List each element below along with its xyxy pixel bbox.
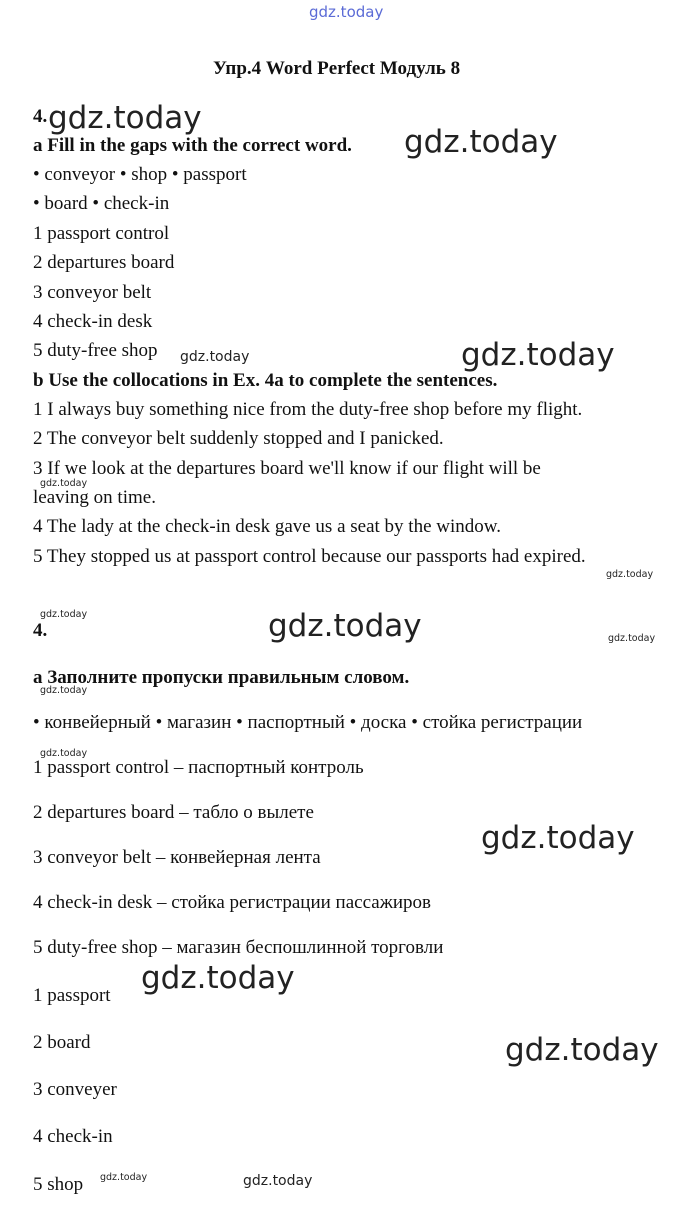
answer-ru-4: 4 check-in [33, 1126, 113, 1147]
watermark: gdz.today [461, 337, 615, 373]
translation-3: 3 conveyor belt – конвейерная лента [33, 847, 321, 868]
answer-b-4: 4 The lady at the check-in desk gave us a seat by the window. [33, 516, 501, 537]
answer-a-3: 3 conveyor belt [33, 282, 152, 303]
answer-b-2: 2 The conveyor belt suddenly stopped and I panicked. [33, 428, 444, 449]
exercise-number-ru: 4. [33, 620, 48, 641]
watermark: gdz.today [48, 100, 202, 136]
watermark: gdz.today [40, 685, 88, 696]
watermark: gdz.today [608, 633, 656, 644]
translation-2: 2 departures board – табло о вылете [33, 802, 314, 823]
watermark-top: gdz.today [309, 3, 384, 21]
answer-a-5: 5 duty-free shop [33, 340, 158, 361]
answer-b-1: 1 I always buy something nice from the duty-free shop before my flight. [33, 399, 583, 420]
watermark: gdz.today [606, 569, 654, 580]
watermark: gdz.today [141, 960, 295, 996]
page-title: Упр.4 Word Perfect Модуль 8 [213, 58, 461, 79]
watermark: gdz.today [40, 748, 88, 759]
watermark: gdz.today [180, 349, 250, 365]
watermark: gdz.today [505, 1032, 659, 1068]
watermark: gdz.today [481, 820, 635, 856]
translation-1: 1 passport control – паспортный контроль [33, 757, 364, 778]
answer-b-3: 3 If we look at the departures board we'll know if our flight will be [33, 458, 541, 479]
task-b-heading: b Use the collocations in Ex. 4a to complete the sentences. [33, 370, 498, 391]
answer-b-5: 5 They stopped us at passport control because our passports had expired. [33, 546, 586, 567]
answer-ru-3: 3 conveyer [33, 1079, 117, 1100]
answer-a-4: 4 check-in desk [33, 311, 153, 332]
watermark: gdz.today [404, 124, 558, 160]
answer-ru-2: 2 board [33, 1032, 91, 1053]
translation-5: 5 duty-free shop – магазин беспошлинной торговли [33, 937, 444, 958]
answer-b-3-cont: leaving on time. [33, 487, 156, 508]
answer-a-2: 2 departures board [33, 252, 175, 273]
exercise-number: 4. [33, 106, 48, 127]
translation-4: 4 check-in desk – стойка регистрации пассажиров [33, 892, 431, 913]
answer-ru-5: 5 shop [33, 1174, 84, 1195]
word-bank-ru: • конвейерный • магазин • паспортный • доска • стойка регистрации [33, 712, 583, 733]
watermark: gdz.today [40, 609, 88, 620]
watermark: gdz.today [40, 478, 88, 489]
task-a-heading: a Fill in the gaps with the correct word. [33, 135, 352, 156]
word-bank-line-2: • board • check-in [33, 193, 170, 214]
watermark: gdz.today [243, 1173, 313, 1189]
watermark: gdz.today [268, 608, 422, 644]
answer-a-1: 1 passport control [33, 223, 170, 244]
word-bank-line-1: • conveyor • shop • passport [33, 164, 247, 185]
task-a-heading-ru: a Заполните пропуски правильным словом. [33, 667, 410, 688]
answer-ru-1: 1 passport [33, 985, 111, 1006]
watermark: gdz.today [100, 1172, 148, 1183]
